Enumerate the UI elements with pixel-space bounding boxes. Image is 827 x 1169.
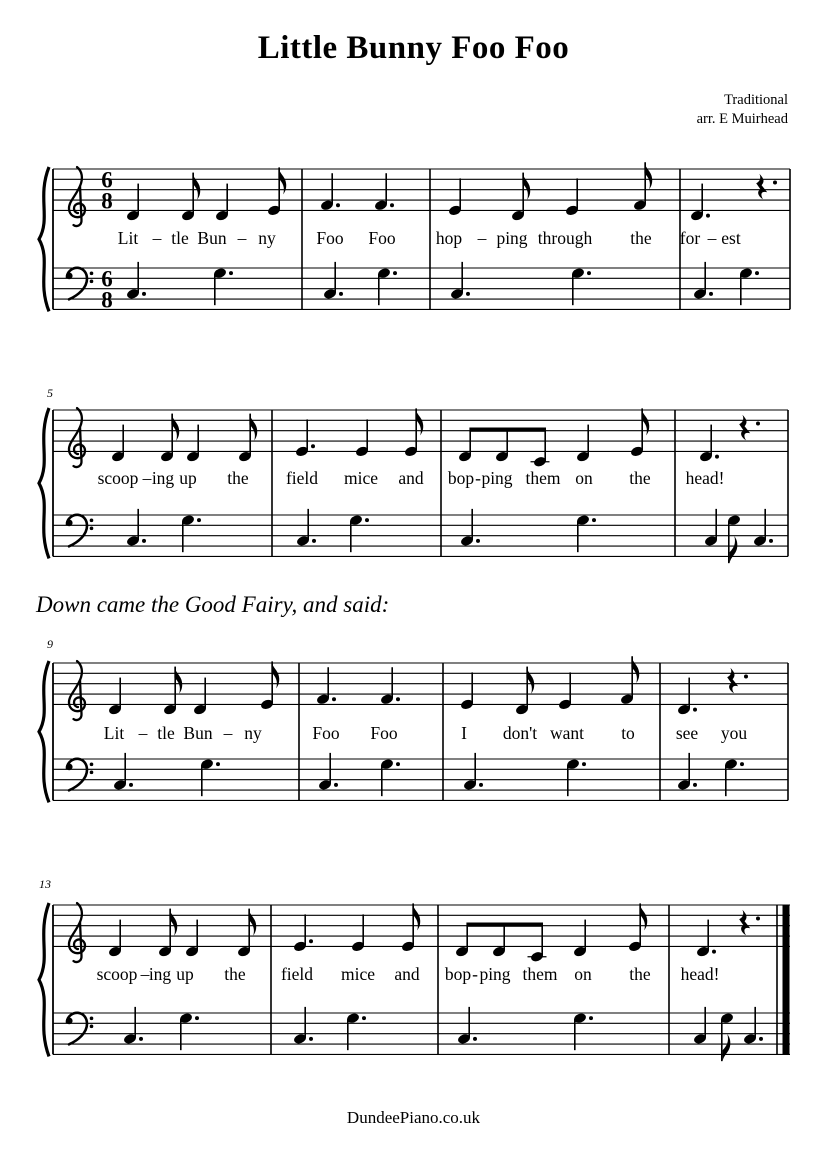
augmentation-dot bbox=[479, 783, 483, 787]
measure bbox=[104, 661, 279, 796]
lyric-syllable: see bbox=[675, 723, 699, 743]
augmentation-dot bbox=[715, 455, 719, 459]
note-E4 bbox=[558, 672, 572, 710]
augmentation-dot bbox=[142, 539, 146, 543]
lyric-syllable: field bbox=[285, 468, 319, 488]
note-D4 bbox=[163, 667, 182, 716]
quarter-rest-icon bbox=[739, 910, 750, 936]
lyric-syllable: – bbox=[142, 468, 152, 488]
augmentation-dot bbox=[773, 181, 777, 185]
lyric-syllable: est bbox=[721, 228, 741, 248]
lyric-syllable: – bbox=[140, 964, 150, 984]
augmentation-dot bbox=[693, 783, 697, 787]
time-signature-numerator: 6 bbox=[101, 266, 113, 292]
lyric-syllable: bop bbox=[444, 964, 472, 984]
augmentation-dot bbox=[769, 539, 773, 543]
lyric-syllable: them bbox=[522, 964, 558, 984]
augmentation-dot bbox=[755, 271, 759, 275]
note-F4 bbox=[633, 162, 652, 211]
note-F4 bbox=[620, 656, 639, 705]
augmentation-dot bbox=[756, 917, 760, 921]
lyric-syllable: ing bbox=[151, 468, 175, 488]
note-G3 bbox=[727, 514, 741, 563]
grand-staff-system bbox=[0, 628, 827, 843]
note-E4 bbox=[404, 408, 423, 457]
note-E4 bbox=[260, 661, 279, 710]
note-D4 bbox=[458, 432, 472, 463]
lyric-syllable: ny bbox=[258, 228, 276, 248]
measure bbox=[460, 656, 639, 796]
lyric-syllable: mice bbox=[343, 468, 379, 488]
measure bbox=[316, 173, 397, 305]
final-barline bbox=[783, 905, 790, 1054]
augmentation-dot bbox=[744, 675, 748, 679]
augmentation-dot bbox=[332, 697, 336, 701]
lyric-syllable: – bbox=[152, 228, 162, 248]
grand-staff-system bbox=[0, 868, 827, 1090]
augmentation-dot bbox=[759, 1037, 763, 1041]
lyric-syllable: the bbox=[227, 468, 249, 488]
quarter-rest-icon bbox=[727, 668, 738, 694]
treble-clef-icon bbox=[69, 167, 85, 226]
treble-clef-icon bbox=[69, 408, 85, 467]
grand-staff-brace bbox=[39, 408, 49, 558]
lyric-syllable: don't bbox=[502, 723, 538, 743]
score-title: Little Bunny Foo Foo bbox=[257, 30, 570, 66]
note-D4 bbox=[238, 414, 257, 463]
time-signature-denominator: 8 bbox=[101, 287, 113, 313]
measure bbox=[118, 167, 286, 305]
augmentation-dot bbox=[396, 697, 400, 701]
note-D4 bbox=[455, 927, 469, 958]
beam bbox=[469, 428, 546, 432]
lyric-syllable: ing bbox=[148, 964, 172, 984]
augmentation-dot bbox=[390, 203, 394, 207]
note-D4 bbox=[515, 667, 534, 716]
lyric-syllable: bop bbox=[447, 468, 475, 488]
lyric-syllable: want bbox=[549, 723, 585, 743]
measure bbox=[681, 910, 763, 1061]
note-D4 bbox=[181, 173, 200, 222]
lyric-syllable: – bbox=[138, 723, 148, 743]
lyric-syllable: scoop bbox=[96, 964, 138, 984]
augmentation-dot bbox=[142, 292, 146, 296]
lyric-syllable: hop bbox=[435, 228, 463, 248]
lyric-syllable: I bbox=[461, 723, 467, 743]
lyric-syllable: to bbox=[621, 723, 635, 743]
lyric-syllable: ny bbox=[244, 723, 262, 743]
augmentation-dot bbox=[740, 762, 744, 766]
time-signature-numerator: 6 bbox=[101, 167, 113, 193]
eighth-flag bbox=[723, 1034, 731, 1061]
quarter-rest-icon bbox=[756, 174, 767, 200]
lyric-syllable: Foo bbox=[368, 228, 396, 248]
augmentation-dot bbox=[197, 518, 201, 522]
lyric-syllable: Foo bbox=[316, 228, 344, 248]
augmentation-dot bbox=[309, 939, 313, 943]
augmentation-dot bbox=[466, 292, 470, 296]
note-D4 bbox=[495, 432, 509, 463]
lyric-syllable: them bbox=[525, 468, 561, 488]
measure bbox=[312, 667, 400, 796]
bass-clef-icon bbox=[66, 515, 94, 547]
augmentation-dot bbox=[334, 783, 338, 787]
lyric-syllable: through bbox=[537, 228, 593, 248]
augmentation-dot bbox=[582, 762, 586, 766]
lyric-syllable: Lit bbox=[117, 228, 139, 248]
lyric-syllable: ping bbox=[496, 228, 528, 248]
measure bbox=[97, 909, 257, 1051]
lyric-syllable: on bbox=[574, 964, 592, 984]
bass-clef-icon bbox=[66, 1013, 94, 1045]
lyric-syllable: mice bbox=[340, 964, 376, 984]
measure bbox=[286, 408, 424, 552]
grand-staff-brace bbox=[39, 167, 49, 311]
lyric-syllable: tle bbox=[157, 723, 175, 743]
lyric-syllable: the bbox=[630, 228, 652, 248]
beam bbox=[466, 923, 543, 927]
lyric-syllable: – bbox=[477, 228, 487, 248]
note-E4 bbox=[448, 178, 462, 216]
measure bbox=[676, 668, 748, 796]
augmentation-dot bbox=[139, 1037, 143, 1041]
credit-source: Traditional bbox=[724, 92, 788, 108]
augmentation-dot bbox=[336, 203, 340, 207]
measure bbox=[436, 162, 652, 305]
augmentation-dot bbox=[312, 539, 316, 543]
note-C4 bbox=[531, 432, 550, 468]
grand-staff-system bbox=[0, 140, 827, 352]
lyric-syllable: – bbox=[707, 228, 717, 248]
lyric-syllable: the bbox=[629, 964, 651, 984]
note-D4 bbox=[492, 927, 506, 958]
note-D4 bbox=[160, 414, 179, 463]
lyric-syllable: head! bbox=[680, 964, 720, 984]
time-signature-denominator: 8 bbox=[101, 188, 113, 214]
bass-clef-icon bbox=[66, 268, 94, 300]
augmentation-dot bbox=[195, 1016, 199, 1020]
augmentation-dot bbox=[309, 1037, 313, 1041]
augmentation-dot bbox=[362, 1016, 366, 1020]
lyric-syllable: up bbox=[176, 964, 194, 984]
augmentation-dot bbox=[476, 539, 480, 543]
grand-staff-brace bbox=[39, 903, 49, 1056]
lyric-syllable: – bbox=[237, 228, 247, 248]
augmentation-dot bbox=[712, 950, 716, 954]
measure bbox=[448, 408, 651, 552]
lyric-syllable: - bbox=[475, 468, 481, 488]
lyric-syllable: tle bbox=[171, 228, 189, 248]
lyric-syllable: ping bbox=[479, 964, 511, 984]
augmentation-dot bbox=[129, 783, 133, 787]
footer-url: DundeePiano.co.uk bbox=[346, 1108, 481, 1127]
augmentation-dot bbox=[706, 214, 710, 218]
augmentation-dot bbox=[393, 271, 397, 275]
augmentation-dot bbox=[589, 1016, 593, 1020]
augmentation-dot bbox=[473, 1037, 477, 1041]
grand-staff-system bbox=[0, 368, 827, 585]
measure bbox=[686, 415, 773, 563]
augmentation-dot bbox=[693, 708, 697, 712]
grand-staff-brace bbox=[39, 661, 49, 802]
measure-number: 5 bbox=[47, 386, 53, 400]
lyric-syllable: Lit bbox=[103, 723, 125, 743]
lyric-syllable: Foo bbox=[312, 723, 340, 743]
note-E4 bbox=[630, 408, 649, 457]
note-D4 bbox=[158, 909, 177, 958]
lyric-syllable: - bbox=[472, 964, 478, 984]
lyric-syllable: Bun bbox=[197, 228, 227, 248]
measure-number: 13 bbox=[39, 877, 51, 891]
augmentation-dot bbox=[229, 271, 233, 275]
quarter-rest-icon bbox=[739, 415, 750, 441]
note-E4 bbox=[565, 178, 579, 216]
lyric-syllable: for bbox=[679, 228, 701, 248]
lyric-syllable: you bbox=[720, 723, 748, 743]
augmentation-dot bbox=[396, 762, 400, 766]
lyric-syllable: and bbox=[394, 964, 420, 984]
note-E4 bbox=[267, 167, 286, 216]
lyric-syllable: Bun bbox=[183, 723, 213, 743]
lyric-syllable: ping bbox=[481, 468, 513, 488]
augmentation-dot bbox=[592, 518, 596, 522]
augmentation-dot bbox=[756, 422, 760, 426]
lyric-syllable: up bbox=[179, 468, 197, 488]
note-G3 bbox=[720, 1012, 734, 1061]
lyric-syllable: on bbox=[575, 468, 593, 488]
lyric-syllable: the bbox=[224, 964, 246, 984]
measure bbox=[98, 414, 258, 553]
note-E4 bbox=[460, 672, 474, 710]
treble-clef-icon bbox=[69, 661, 85, 720]
measure-number: 9 bbox=[47, 637, 53, 651]
narration-text: Down came the Good Fairy, and said: bbox=[36, 592, 390, 617]
lyric-syllable: – bbox=[223, 723, 233, 743]
bass-clef-icon bbox=[66, 759, 94, 791]
augmentation-dot bbox=[709, 292, 713, 296]
note-C4 bbox=[528, 927, 547, 963]
note-E4 bbox=[351, 914, 365, 952]
lyric-syllable: Foo bbox=[370, 723, 398, 743]
augmentation-dot bbox=[339, 292, 343, 296]
note-D4 bbox=[237, 909, 256, 958]
credits-block bbox=[697, 91, 788, 128]
augmentation-dot bbox=[216, 762, 220, 766]
lyric-syllable: scoop bbox=[97, 468, 139, 488]
note-D4 bbox=[511, 173, 530, 222]
lyric-syllable: head! bbox=[685, 468, 725, 488]
eighth-flag bbox=[730, 536, 738, 563]
augmentation-dot bbox=[365, 518, 369, 522]
lyric-syllable: the bbox=[629, 468, 651, 488]
note-E4 bbox=[628, 903, 647, 952]
measure bbox=[680, 174, 777, 305]
lyric-syllable: and bbox=[398, 468, 424, 488]
treble-clef-icon bbox=[69, 903, 85, 962]
credit-arranger: arr. E Muirhead bbox=[696, 110, 788, 127]
note-E4 bbox=[401, 903, 420, 952]
note-E4 bbox=[355, 419, 369, 457]
lyric-syllable: field bbox=[280, 964, 314, 984]
augmentation-dot bbox=[587, 271, 591, 275]
augmentation-dot bbox=[311, 444, 315, 448]
